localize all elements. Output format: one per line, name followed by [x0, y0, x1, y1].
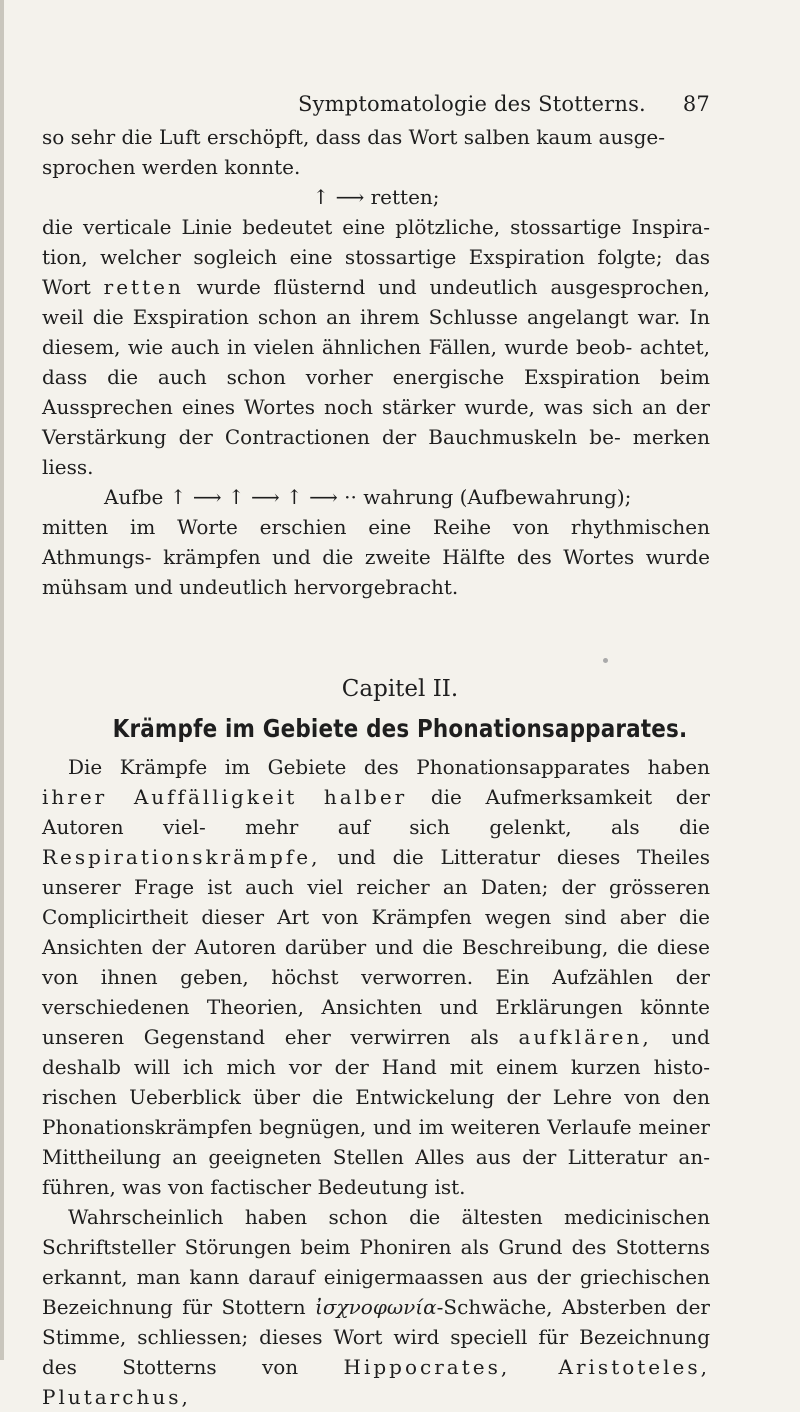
spaced-word: retten: [103, 275, 184, 299]
paragraph: [42, 212, 710, 482]
text-block-2: [42, 752, 710, 1412]
paragraph-text: -Schwäche, Absterben der Stimme, schliessen; dieses Wort wird speciell für Bezeichnung des Stotterns von: [42, 1295, 710, 1379]
spaced-names: Hippocrates, Aristoteles, Plutarchus,: [42, 1355, 710, 1409]
notation-aufbewahrung: Aufbe ↑ ⟶ ↑ ⟶ ↑ ⟶ ·· wahrung (Aufbewahrung);: [104, 485, 632, 509]
paragraph-text: und deshalb will ich mich vor der Hand mit einem kurzen histo- rischen Ueberblick über die Entwickelung der Lehre von den Phonationskrämpfen begnügen, und im weiteren Verlaufe meiner Mittheilung an geeigneten Stellen Alles aus der Litteratur an- führen, was von factischer Bedeutung ist.: [42, 1025, 710, 1199]
chapter-label: Capitel II.: [341, 676, 459, 702]
running-title: Symptomatologie des Stotterns.: [298, 92, 646, 116]
chapter-title: Krämpfe im Gebiete des Phonationsapparates.: [112, 714, 688, 743]
paragraph: mitten im Worte erschien eine Reihe von rhythmischen Athmungs- krämpfen und die zweite Hälfte des Wortes wurde mühsam und undeutlich hervorgebracht.: [42, 515, 710, 599]
text-line: sprochen werden konnte.: [42, 155, 301, 179]
notation-retten: ↑ ⟶ retten;: [312, 185, 440, 209]
paragraph-text: Die Krämpfe im Gebiete des Phonationsapparates haben: [68, 755, 710, 779]
spaced-word: Respirationskrämpfe,: [42, 845, 321, 869]
paragraph-text: die Aufmerksamkeit der Autoren viel- mehr auf sich gelenkt, als die: [42, 785, 710, 839]
paragraph-text: und die Litteratur dieses Theiles unserer Frage ist auch viel reicher an Daten; der grösseren Complicirtheit dieser Art von Krämpfen wegen sind aber die Ansichten der Autoren darüber und die Beschreibung, die diese von ihnen geben, höchst verworren. Ein Aufzählen der verschiedenen Theorien, Ansichten und Erklärungen könnte unseren Gegenstand eher verwirren als: [42, 845, 710, 1049]
text-block-1: [42, 122, 710, 602]
spaced-word: aufklären,: [518, 1025, 652, 1049]
running-header: [298, 92, 710, 116]
text-line: so sehr die Luft erschöpft, dass das Wort salben kaum ausge-: [42, 125, 665, 149]
paragraph-text: Wahrscheinlich haben schon die ältesten medicinischen Schriftsteller Störungen beim Phoniren als Grund des Stotterns erkannt, man kann darauf einigermaassen aus der griechischen Bezeichnung für Stottern: [42, 1205, 710, 1319]
print-speck: [603, 658, 608, 663]
greek-word: ἰσχνοφωνία: [315, 1295, 437, 1319]
paragraph-text: wurde flüsternd und undeutlich ausgesprochen, weil die Exspiration schon an ihrem Schlusse angelangt war. In diesem, wie auch in vielen ähnlichen Fällen, wurde beob- achtet, dass die auch schon vorher energische Exspiration beim Aussprechen eines Wortes noch stärker wurde, was sich an der Verstärkung der Contractionen der Bauchmuskeln be- merken liess.: [42, 275, 710, 479]
spaced-phrase: ihrer Auffälligkeit halber: [42, 785, 408, 809]
paragraph: [42, 752, 710, 1202]
paragraph: [42, 1202, 710, 1412]
paragraph-text: die verticale Linie bedeutet eine plötzliche, stossartige Inspira- tion, welcher sogleich eine stossartige Exspiration folgte; das Wort: [42, 215, 710, 299]
page-number: 87: [682, 92, 710, 116]
